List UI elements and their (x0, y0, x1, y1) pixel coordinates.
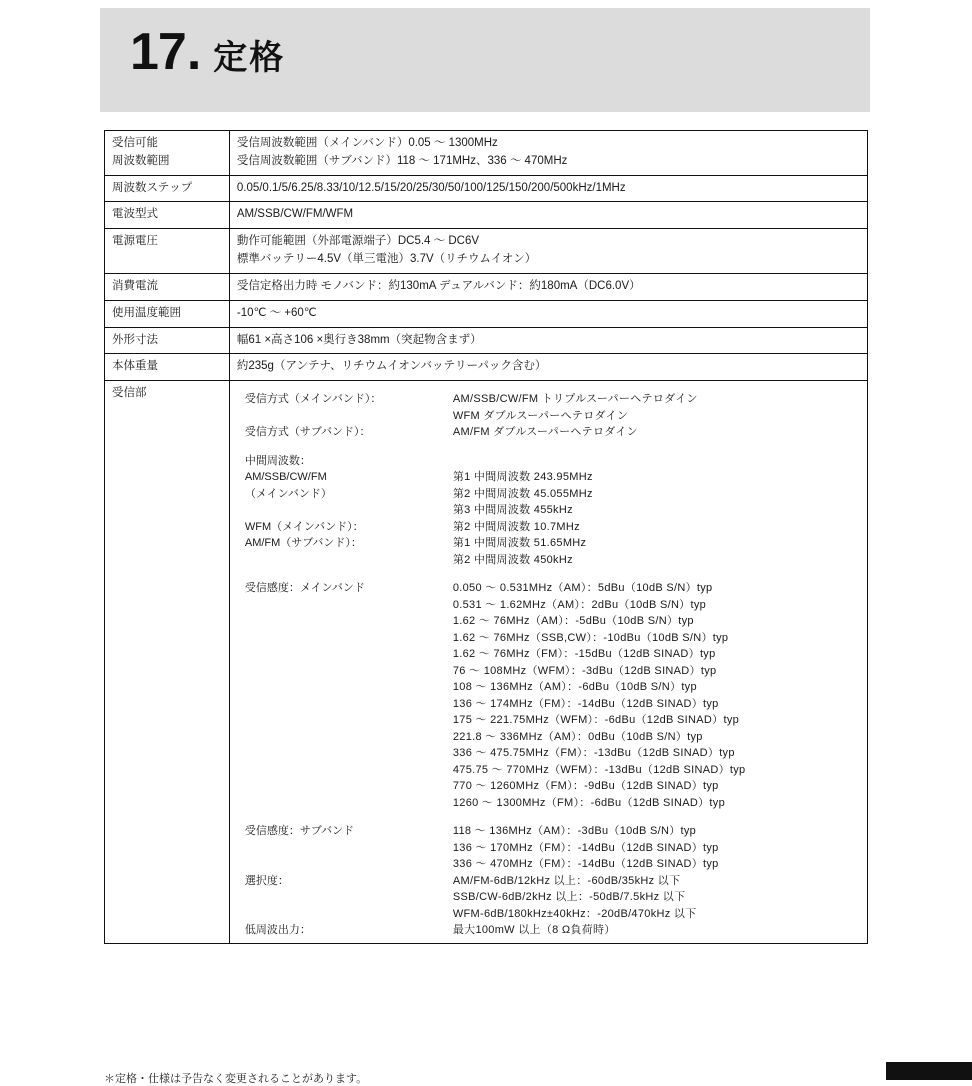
receiver-row (237, 580, 860, 811)
receiver-value-line: 第1 中間周波数 51.65MHz (452, 537, 587, 550)
spec-value-cell (229, 131, 867, 176)
receiver-row-key: AM/SSB/CW/FM (244, 471, 327, 484)
spec-value-line: 受信周波数範囲（メインバンド）0.05 〜 1300MHz (236, 137, 498, 149)
spec-label-cell (105, 175, 230, 202)
chapter-number-dot: . (186, 23, 202, 81)
receiver-row-values (451, 453, 860, 470)
receiver-row-key: （メインバンド） (244, 487, 332, 500)
spec-label-cell (105, 354, 230, 381)
table-row (105, 202, 868, 229)
receiver-value-line: 221.8 〜 336MHz（AM）：0dBu（10dB S/N）typ (452, 730, 703, 743)
receiver-row-values (451, 519, 860, 536)
receiver-row-key: WFM（メインバンド）： (244, 520, 364, 533)
spec-label-line: 使用温度範囲 (112, 306, 181, 319)
receiver-row-values (451, 469, 860, 486)
receiver-row-key: 中間周波数： (244, 454, 311, 467)
receiver-row (237, 469, 860, 486)
receiver-value-line: WFM-6dB/180kHz±40kHz：-20dB/470kHz 以下 (452, 907, 697, 920)
receiver-row-values (451, 424, 860, 441)
spec-label-cell (105, 273, 230, 300)
receiver-value-line: 第2 中間周波数 45.055MHz (452, 487, 593, 500)
spec-value-line: 受信周波数範囲（サブバンド）118 〜 171MHz、336 〜 470MHz (236, 154, 568, 167)
page-corner-mark (886, 1062, 972, 1080)
receiver-section-body (229, 381, 867, 944)
receiver-value-line: 475.75 〜 770MHz（WFM）：-13dBu（12dB SINAD）typ (452, 763, 746, 776)
receiver-value-line: 1.62 〜 76MHz（AM）：-5dBu（10dB S/N）typ (452, 615, 694, 628)
spec-value-line: -10℃ 〜 +60℃ (236, 306, 317, 319)
receiver-row-values (451, 385, 860, 424)
receiver-value-line: 76 〜 108MHz（WFM）：-3dBu（12dB SINAD）typ (452, 664, 717, 677)
receiver-row-key: 受信方式（サブバンド）： (244, 426, 371, 439)
receiver-value-line: 108 〜 136MHz（AM）：-6dBu（10dB S/N）typ (452, 681, 697, 694)
receiver-row (237, 823, 860, 873)
footnote: ＊定格・仕様は予告なく変更されることがあります。 (104, 1073, 368, 1085)
receiver-row-key: 選択度： (244, 874, 289, 887)
receiver-value-line: 第2 中間周波数 450kHz (452, 553, 573, 566)
receiver-value-line: 1.62 〜 76MHz（FM）：-15dBu（12dB SINAD）typ (452, 648, 716, 661)
receiver-value-line: AM/FM ダブルスーパーヘテロダイン (452, 426, 638, 439)
receiver-row (237, 486, 860, 519)
gap-cell (451, 811, 860, 823)
receiver-value-line: 0.050 〜 0.531MHz（AM）：5dBu（10dB S/N）typ (452, 582, 713, 595)
table-row (105, 300, 868, 327)
spec-label-line: 外形寸法 (112, 333, 158, 346)
spec-value-cell (229, 327, 867, 354)
receiver-value-line: AM/SSB/CW/FM トリプルスーパーヘテロダイン (452, 393, 698, 406)
receiver-value-line: 118 〜 136MHz（AM）：-3dBu（10dB S/N）typ (452, 825, 697, 838)
receiver-row-values (451, 873, 860, 923)
spec-label-line: 電源電圧 (112, 235, 158, 248)
spec-value-line: AM/SSB/CW/FM/WFM (236, 208, 354, 221)
table-row-receiver (105, 381, 868, 944)
receiver-value-line: 最大100mW 以上（8 Ω負荷時） (452, 924, 616, 937)
spec-value-line: 標準バッテリー4.5V（単三電池）3.7V（リチウムイオン） (236, 253, 537, 266)
receiver-row-values (451, 535, 860, 568)
table-row (105, 131, 868, 176)
specifications-table (104, 130, 868, 944)
spec-value-line: 受信定格出力時 モノバンド：約130mA デュアルバンド：約180mA（DC6.0V） (236, 279, 641, 292)
table-row (105, 327, 868, 354)
gap-cell (451, 441, 860, 453)
receiver-value-line: 1260 〜 1300MHz（FM）：-6dBu（12dB SINAD）typ (452, 796, 725, 809)
receiver-value-line: 136 〜 170MHz（FM）：-14dBu（12dB SINAD）typ (452, 841, 719, 854)
gap-cell (237, 811, 451, 823)
spec-value-line: 約235g（アンテナ、リチウムイオンバッテリーパック含む） (236, 360, 547, 373)
spec-value-cell (229, 229, 867, 274)
receiver-value-line: 第2 中間周波数 10.7MHz (452, 520, 580, 533)
receiver-row-values (451, 823, 860, 873)
receiver-row-values (451, 486, 860, 519)
receiver-row-key: 受信感度：サブバンド (244, 825, 354, 838)
spec-value-cell (229, 273, 867, 300)
receiver-row (237, 519, 860, 536)
receiver-row-key: AM/FM（サブバンド）： (244, 537, 362, 550)
spec-label-cell (105, 202, 230, 229)
table-row (105, 273, 868, 300)
gap-cell (451, 568, 860, 580)
receiver-row-key: 受信感度：メインバンド (244, 582, 365, 595)
spec-value-line: 幅61 ×高さ106 ×奥行き38mm（突起物含まず） (236, 333, 482, 346)
receiver-value-line: SSB/CW-6dB/2kHz 以上：-50dB/7.5kHz 以下 (452, 891, 686, 904)
spec-label-line: 消費電流 (112, 279, 158, 292)
spec-value-cell (229, 202, 867, 229)
receiver-value-line: 175 〜 221.75MHz（WFM）：-6dBu（12dB SINAD）typ (452, 714, 740, 727)
receiver-row-key: 受信方式（メインバンド）： (244, 393, 382, 406)
spec-value-line: 0.05/0.1/5/6.25/8.33/10/12.5/15/20/25/30/50/100/125/150/200/500kHz/1MHz (236, 181, 626, 194)
receiver-value-line: 770 〜 1260MHz（FM）：-9dBu（12dB SINAD）typ (452, 780, 719, 793)
receiver-value-line: 0.531 〜 1.62MHz（AM）：2dBu（10dB S/N）typ (452, 598, 707, 611)
receiver-row (237, 922, 860, 939)
spec-label-line: 本体重量 (112, 360, 158, 373)
receiver-row (237, 535, 860, 568)
receiver-value-line: 1.62 〜 76MHz（SSB,CW）：-10dBu（10dB S/N）typ (452, 631, 729, 644)
receiver-row-values (451, 580, 860, 811)
receiver-row (237, 424, 860, 441)
receiver-value-line: 336 〜 475.75MHz（FM）：-13dBu（12dB SINAD）typ (452, 747, 735, 760)
receiver-row (237, 385, 860, 424)
spec-value-cell (229, 354, 867, 381)
receiver-row-key: 低周波出力： (244, 924, 311, 937)
receiver-row (237, 453, 860, 470)
receiver-group-gap (237, 811, 860, 823)
page-title: 定格 (213, 39, 286, 77)
receiver-section-label: 受信部 (105, 381, 230, 944)
spec-label-line: 電波型式 (112, 208, 158, 221)
spec-label-line: 受信可能 (112, 137, 158, 149)
spec-value-cell (229, 175, 867, 202)
chapter-header (130, 23, 286, 81)
table-row (105, 354, 868, 381)
receiver-group-gap (237, 441, 860, 453)
spec-label-cell (105, 131, 230, 176)
gap-cell (237, 568, 451, 580)
spec-label-cell (105, 300, 230, 327)
receiver-value-line: 136 〜 174MHz（FM）：-14dBu（12dB SINAD）typ (452, 697, 719, 710)
receiver-group-gap (237, 568, 860, 580)
spec-label-cell (105, 327, 230, 354)
spec-label-cell (105, 229, 230, 274)
receiver-value-line: AM/FM-6dB/12kHz 以上：-60dB/35kHz 以下 (452, 874, 681, 887)
spec-value-line: 動作可能範囲（外部電源端子）DC5.4 〜 DC6V (236, 235, 480, 248)
receiver-value-line: 336 〜 470MHz（FM）：-14dBu（12dB SINAD）typ (452, 858, 719, 871)
receiver-row-values (451, 922, 860, 939)
table-row (105, 175, 868, 202)
spec-label-line: 周波数ステップ (112, 181, 193, 194)
chapter-number: 17 (130, 23, 186, 81)
spec-value-cell (229, 300, 867, 327)
receiver-value-line: 第1 中間周波数 243.95MHz (452, 471, 593, 484)
spec-label-line: 周波数範囲 (112, 154, 170, 167)
table-row (105, 229, 868, 274)
receiver-value-line: WFM ダブルスーパーヘテロダイン (452, 409, 629, 422)
receiver-row (237, 873, 860, 923)
gap-cell (237, 441, 451, 453)
receiver-value-line: 第3 中間周波数 455kHz (452, 504, 573, 517)
